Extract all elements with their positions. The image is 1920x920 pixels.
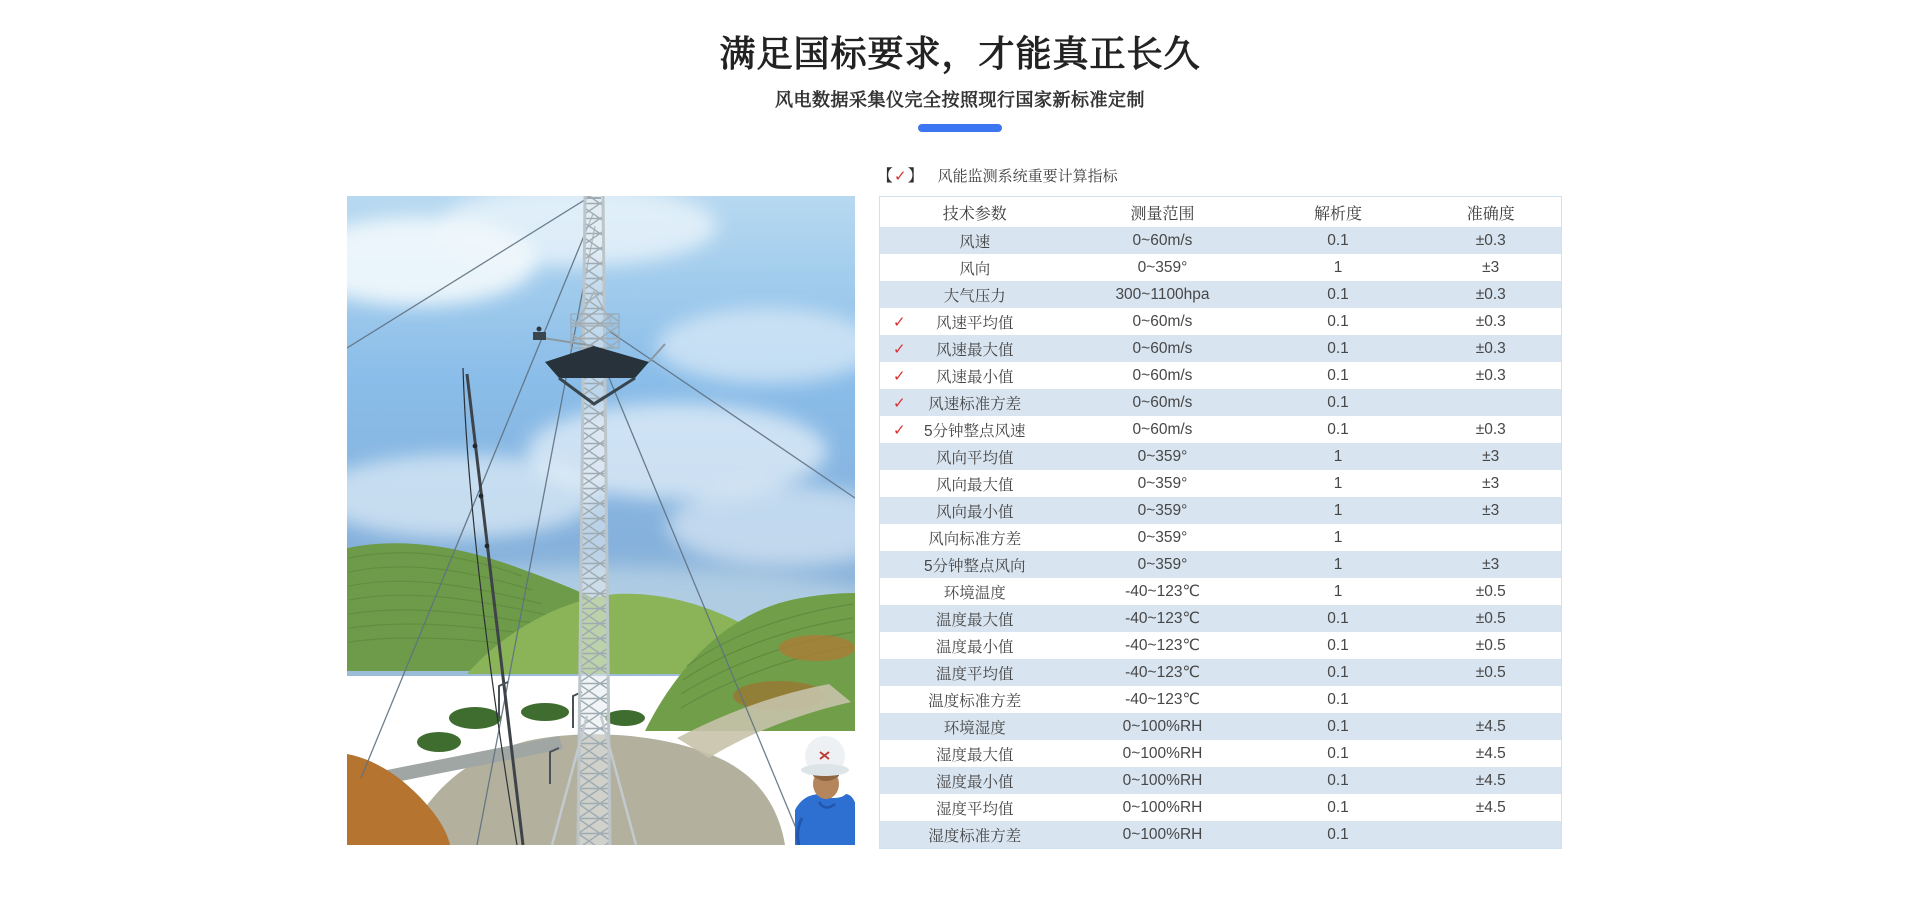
param-label: 温度最小值 (935, 638, 1014, 656)
param-label: 风向 (959, 260, 991, 278)
param-cell (880, 443, 1070, 470)
tower-photo (347, 196, 855, 845)
table-row (880, 686, 1562, 713)
accuracy-cell: ±0.3 (1475, 420, 1506, 438)
param-label: 湿度标准方差 (928, 827, 1022, 845)
accuracy-cell: ±4.5 (1475, 717, 1506, 735)
param-label: 湿度最大值 (935, 746, 1014, 764)
param-label: 风速平均值 (935, 314, 1014, 332)
check-icon: ✓ (894, 168, 907, 185)
bracket-open: 【 (877, 168, 894, 185)
accuracy-cell: ±3 (1482, 474, 1500, 492)
param-label: 温度最大值 (935, 611, 1014, 629)
param-label: 风速最大值 (935, 341, 1014, 359)
resolution-cell: 0.1 (1327, 717, 1349, 735)
param-label: 风向最小值 (935, 503, 1014, 521)
param-label: 大气压力 (943, 287, 1006, 305)
param-label: 湿度平均值 (935, 800, 1014, 818)
accuracy-cell: ±3 (1482, 447, 1500, 465)
check-icon: ✓ (893, 394, 906, 412)
range-cell: 0~100%RH (1122, 771, 1203, 789)
col-header-resolution: 解析度 (1313, 205, 1362, 223)
param-label: 5分钟整点风速 (923, 422, 1026, 440)
param-cell (880, 308, 1070, 335)
col-header-accuracy: 准确度 (1466, 205, 1515, 223)
accent-divider-bar (918, 124, 1002, 132)
section-title: 风能监测系统重要计算指标 (937, 168, 1118, 185)
range-cell: 0~100%RH (1122, 798, 1203, 816)
resolution-cell: 1 (1333, 447, 1343, 465)
spec-table-body (880, 227, 1562, 849)
param-cell (880, 389, 1070, 416)
param-label: 环境湿度 (943, 719, 1006, 737)
accuracy-cell (1421, 524, 1562, 551)
table-row (880, 551, 1562, 578)
check-icon: ✓ (893, 367, 906, 385)
table-row (880, 227, 1562, 254)
check-icon: ✓ (893, 313, 906, 331)
param-cell (880, 659, 1070, 686)
accuracy-cell: ±3 (1482, 555, 1500, 573)
table-row (880, 497, 1562, 524)
resolution-cell: 0.1 (1327, 690, 1349, 708)
table-row (880, 416, 1562, 443)
accuracy-cell: ±3 (1482, 501, 1500, 519)
range-cell: 0~60m/s (1132, 339, 1193, 357)
resolution-cell: 0.1 (1327, 636, 1349, 654)
accuracy-cell: ±0.3 (1475, 285, 1506, 303)
range-cell: -40~123℃ (1125, 583, 1200, 600)
resolution-cell: 0.1 (1327, 393, 1349, 411)
accuracy-cell: ±0.3 (1475, 366, 1506, 384)
param-cell (880, 767, 1070, 794)
param-cell (880, 578, 1070, 605)
resolution-cell: 0.1 (1327, 744, 1349, 762)
param-cell (880, 254, 1070, 281)
col-header-param: 技术参数 (942, 205, 1007, 223)
accuracy-cell (1421, 821, 1562, 849)
range-cell: -40~123℃ (1125, 610, 1200, 627)
section-heading (877, 166, 1118, 188)
param-cell (880, 740, 1070, 767)
accuracy-cell: ±0.3 (1475, 339, 1506, 357)
range-cell: -40~123℃ (1125, 637, 1200, 654)
resolution-cell: 0.1 (1327, 825, 1349, 843)
resolution-cell: 0.1 (1327, 231, 1349, 249)
resolution-cell: 0.1 (1327, 420, 1349, 438)
param-label: 风向最大值 (935, 476, 1014, 494)
table-row (880, 470, 1562, 497)
param-label: 风速 (959, 233, 991, 251)
param-cell (880, 686, 1070, 713)
table-row (880, 254, 1562, 281)
param-cell (880, 362, 1070, 389)
accuracy-cell (1421, 686, 1562, 713)
resolution-cell: 0.1 (1327, 366, 1349, 384)
range-cell: 0~60m/s (1132, 312, 1193, 330)
resolution-cell: 0.1 (1327, 663, 1349, 681)
range-cell: -40~123℃ (1125, 691, 1200, 708)
accuracy-cell: ±0.5 (1475, 636, 1506, 654)
bracket-close: 】 (907, 168, 924, 185)
param-label: 温度标准方差 (928, 692, 1022, 710)
col-header-range: 测量范围 (1130, 205, 1195, 223)
accuracy-cell: ±3 (1482, 258, 1500, 276)
range-cell: 300~1100hpa (1115, 285, 1210, 303)
accuracy-cell: ±0.3 (1475, 312, 1506, 330)
range-cell: 0~359° (1137, 447, 1188, 465)
resolution-cell: 0.1 (1327, 285, 1349, 303)
accuracy-cell: ±4.5 (1475, 771, 1506, 789)
accuracy-cell: ±0.5 (1475, 663, 1506, 681)
page-subtitle: 风电数据采集仪完全按照现行国家新标准定制 (775, 90, 1145, 110)
resolution-cell: 0.1 (1327, 312, 1349, 330)
param-label: 风速标准方差 (928, 395, 1022, 413)
table-row (880, 605, 1562, 632)
table-row (880, 794, 1562, 821)
param-label: 湿度最小值 (935, 773, 1014, 791)
resolution-cell: 1 (1333, 582, 1343, 600)
param-cell (880, 605, 1070, 632)
param-cell (880, 551, 1070, 578)
range-cell: 0~359° (1137, 528, 1188, 546)
table-row (880, 524, 1562, 551)
resolution-cell: 0.1 (1327, 798, 1349, 816)
param-cell (880, 416, 1070, 443)
table-row (880, 767, 1562, 794)
accuracy-cell: ±4.5 (1475, 798, 1506, 816)
resolution-cell: 0.1 (1327, 771, 1349, 789)
accuracy-cell: ±0.5 (1475, 609, 1506, 627)
range-cell: 0~60m/s (1132, 231, 1193, 249)
table-row (880, 713, 1562, 740)
table-row (880, 281, 1562, 308)
param-cell (880, 281, 1070, 308)
table-row (880, 578, 1562, 605)
resolution-cell: 0.1 (1327, 339, 1349, 357)
accuracy-cell (1421, 389, 1562, 416)
page-title: 满足国标要求，才能真正长久 (719, 33, 1201, 74)
param-cell (880, 794, 1070, 821)
param-label: 风向标准方差 (928, 530, 1022, 548)
accuracy-cell: ±0.3 (1475, 231, 1506, 249)
param-cell (880, 713, 1070, 740)
range-cell: -40~123℃ (1125, 664, 1200, 681)
range-cell: 0~359° (1137, 474, 1188, 492)
table-row (880, 362, 1562, 389)
table-row (880, 659, 1562, 686)
resolution-cell: 1 (1333, 555, 1343, 573)
range-cell: 0~100%RH (1122, 717, 1203, 735)
worker-figure (795, 736, 855, 845)
param-cell (880, 632, 1070, 659)
param-label: 风向平均值 (935, 449, 1014, 467)
table-row (880, 389, 1562, 416)
range-cell: 0~100%RH (1122, 825, 1203, 843)
param-cell (880, 524, 1070, 551)
resolution-cell: 1 (1333, 501, 1343, 519)
param-label: 风速最小值 (935, 368, 1014, 386)
range-cell: 0~359° (1137, 555, 1188, 573)
range-cell: 0~60m/s (1132, 393, 1193, 411)
param-label: 环境温度 (943, 584, 1006, 602)
table-row (880, 740, 1562, 767)
param-cell (880, 497, 1070, 524)
param-cell (880, 335, 1070, 362)
resolution-cell: 1 (1333, 528, 1343, 546)
accuracy-cell: ±4.5 (1475, 744, 1506, 762)
range-cell: 0~60m/s (1132, 420, 1193, 438)
param-cell (880, 821, 1070, 849)
table-row (880, 308, 1562, 335)
range-cell: 0~100%RH (1122, 744, 1203, 762)
table-header-row (880, 197, 1562, 228)
range-cell: 0~60m/s (1132, 366, 1193, 384)
table-row (880, 632, 1562, 659)
table-row (880, 821, 1562, 849)
table-row (880, 335, 1562, 362)
check-icon: ✓ (893, 421, 906, 439)
range-cell: 0~359° (1137, 258, 1188, 276)
param-cell (880, 470, 1070, 497)
resolution-cell: 1 (1333, 474, 1343, 492)
param-label: 温度平均值 (935, 665, 1014, 683)
range-cell: 0~359° (1137, 501, 1188, 519)
tower-photo-graphic (347, 196, 855, 845)
table-row (880, 443, 1562, 470)
check-icon: ✓ (893, 340, 906, 358)
spec-table (879, 196, 1562, 849)
param-cell (880, 227, 1070, 254)
resolution-cell: 0.1 (1327, 609, 1349, 627)
resolution-cell: 1 (1333, 258, 1343, 276)
accuracy-cell: ±0.5 (1475, 582, 1506, 600)
param-label: 5分钟整点风向 (923, 557, 1026, 575)
